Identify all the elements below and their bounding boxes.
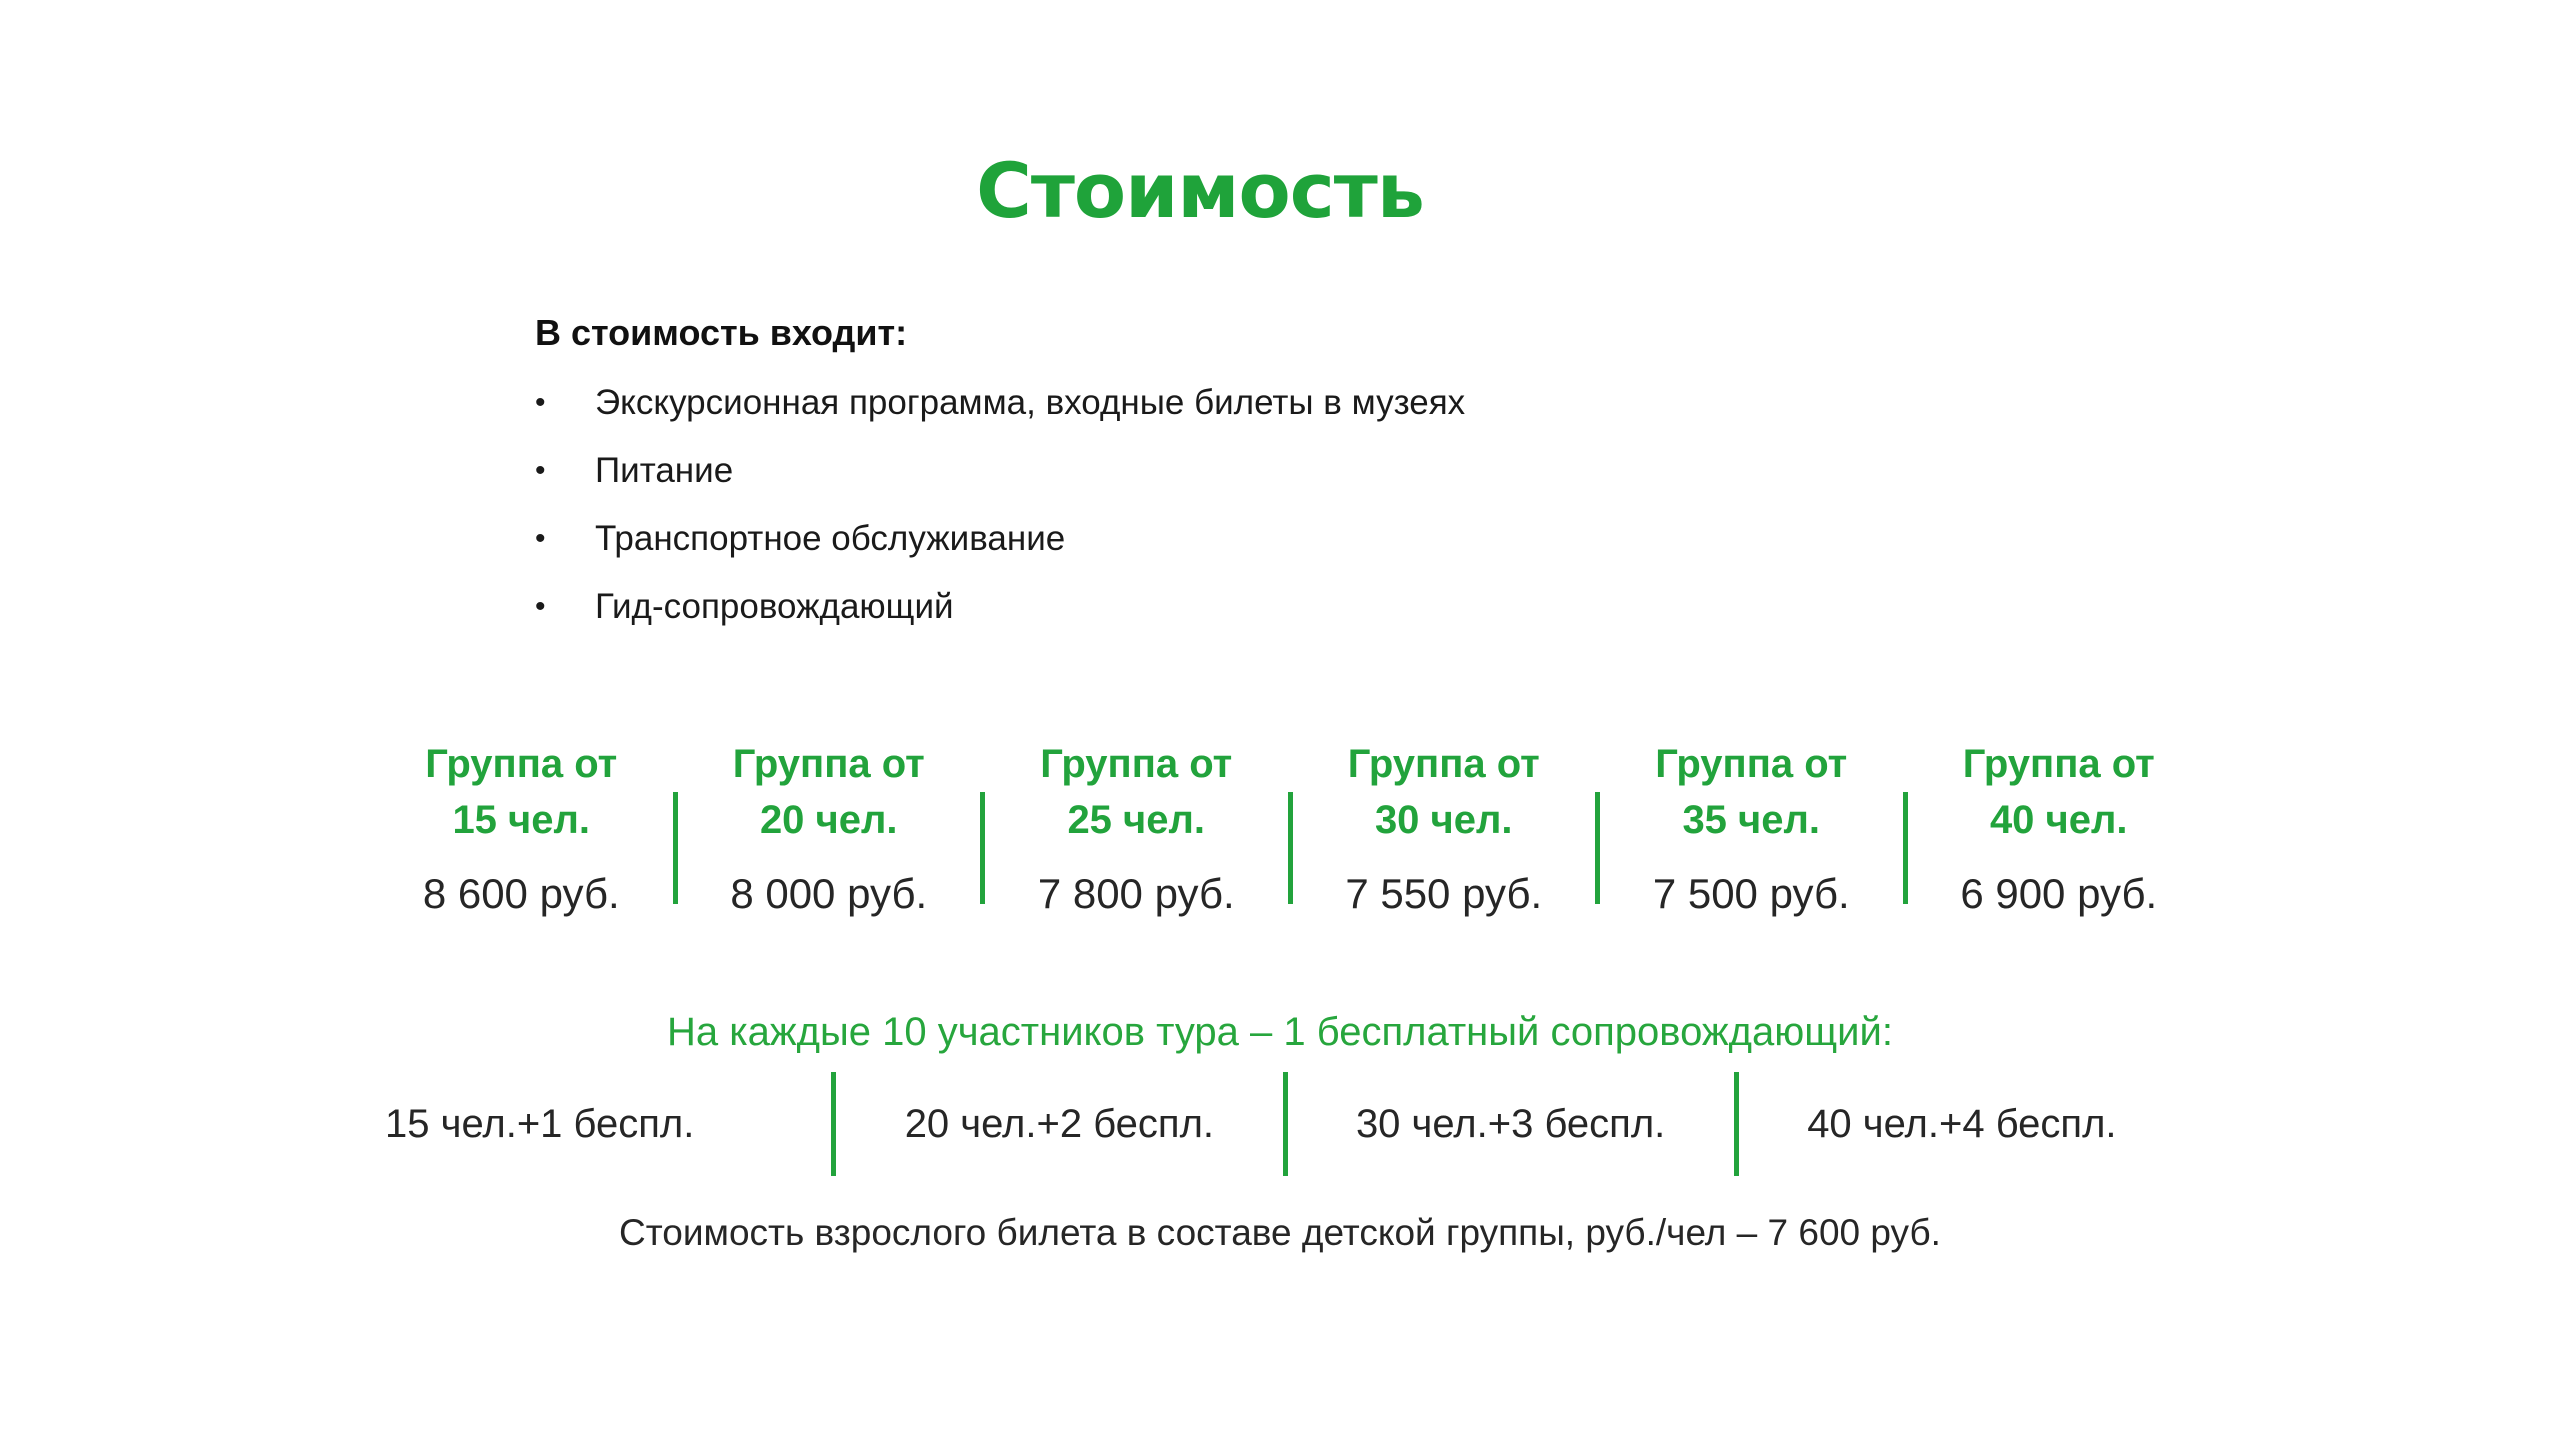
group-label [678,736,981,848]
page-title: Стоимость [976,146,1424,235]
group-price-value: 8 600 руб. [422,870,620,917]
group-label-line1: Группа от [1347,742,1540,786]
group-label-line2: 20 чел. [759,798,898,842]
list-item-text: Транспортное обслуживание [595,519,1066,558]
bullet-icon: • [535,590,546,623]
group-price-25 [985,736,1288,918]
free-escort-row [385,1072,2185,1176]
free-escort-note: На каждые 10 участников тура – 1 бесплатный сопровождающий: [667,1010,1893,1054]
group-label-line2: 40 чел. [1989,798,2128,842]
bullet-icon: • [535,454,546,487]
group-price-value: 7 800 руб. [1037,870,1235,917]
adult-ticket-note: Стоимость взрослого билета в составе детской группы, руб./чел – 7 600 руб. [619,1212,1941,1253]
group-label-line2: 30 чел. [1374,798,1513,842]
group-label-line1: Группа от [1962,742,2155,786]
includes-heading: В стоимость входит: [535,312,908,353]
group-price-value: 8 000 руб. [730,870,928,917]
group-label-line2: 35 чел. [1682,798,1821,842]
group-label-line2: 25 чел. [1067,798,1206,842]
free-escort-item: 15 чел.+1 беспл. [385,1101,695,1146]
group-label-line2: 15 чел. [452,798,591,842]
group-label [1293,736,1596,848]
bullet-icon: • [535,522,546,555]
group-price-15 [370,736,673,918]
list-item-text: Экскурсионная программа, входные билеты в музеях [595,383,1466,422]
group-label [1600,736,1903,848]
free-escort-item: 30 чел.+3 беспл. [1355,1101,1666,1146]
group-label-line1: Группа от [1655,742,1848,786]
group-price-35 [1600,736,1903,918]
list-item-text: Питание [595,451,734,490]
group-label [985,736,1288,848]
group-price-40 [1908,736,2211,918]
group-label [370,736,673,848]
list-item-text: Гид-сопровождающий [595,587,954,626]
free-escort-item: 40 чел.+4 беспл. [1807,1101,2117,1146]
free-escort-item: 20 чел.+2 беспл. [904,1101,1215,1146]
group-price-value: 7 550 руб. [1345,870,1543,917]
group-prices [370,736,2210,926]
bullet-icon: • [535,386,546,419]
group-label-line1: Группа от [732,742,925,786]
group-price-value: 6 900 руб. [1960,870,2158,917]
group-label-line1: Группа от [1040,742,1233,786]
group-price-30 [1293,736,1596,918]
group-price-20 [678,736,981,918]
group-price-value: 7 500 руб. [1652,870,1850,917]
group-label [1908,736,2211,848]
group-label-line1: Группа от [425,742,618,786]
